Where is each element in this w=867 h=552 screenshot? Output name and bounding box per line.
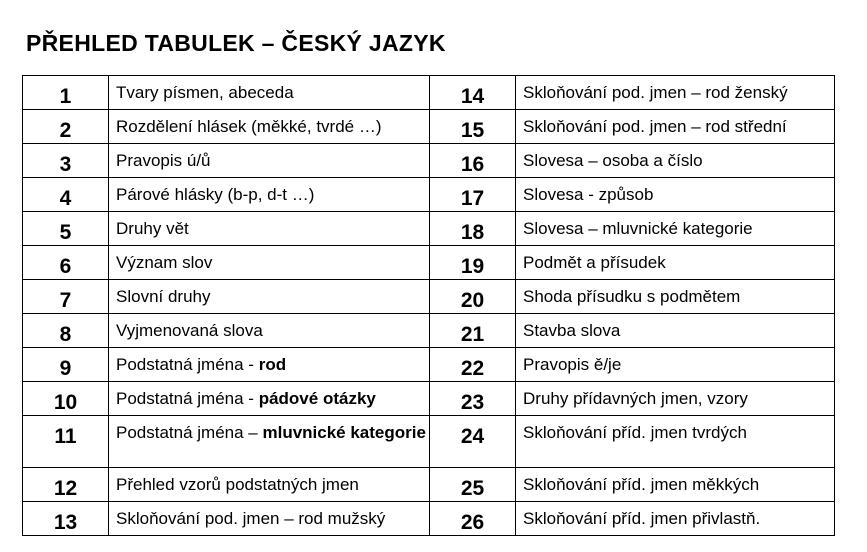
table-row [23,178,835,212]
table-number-right: 18 [430,212,516,246]
topic-bold-text: mluvnické kategorie [262,423,426,442]
table-topic-left [109,110,430,144]
topic-text: Pravopis ú/ů [116,151,211,170]
topic-text: Stavba slova [523,321,621,340]
topic-text: Podstatná jména – [116,423,263,442]
table-number-right: 23 [430,382,516,416]
topic-text: Pravopis ě/je [523,355,622,374]
table-topic-left [109,246,430,280]
topic-text: Podstatná jména - [116,389,259,408]
table-topic-right [516,212,835,246]
table-number-left: 8 [23,314,109,348]
topic-text: Slovesa – mluvnické kategorie [523,219,753,238]
table-row [23,246,835,280]
table-number-right: 22 [430,348,516,382]
table-topic-left [109,144,430,178]
table-topic-left [109,382,430,416]
table-number-right: 21 [430,314,516,348]
table-topic-left [109,348,430,382]
table-topic-right [516,110,835,144]
table-topic-left [109,502,430,536]
table-topic-right [516,314,835,348]
table-topic-left [109,178,430,212]
topic-text: Druhy přídavných jmen, vzory [523,389,748,408]
table-topic-right [516,178,835,212]
table-number-right: 19 [430,246,516,280]
table-number-right: 24 [430,416,516,468]
topic-text: Vyjmenovaná slova [116,321,263,340]
table-row [23,348,835,382]
table-row [23,468,835,502]
table-topic-left [109,280,430,314]
table-number-left: 7 [23,280,109,314]
table-number-left: 13 [23,502,109,536]
table-row [23,314,835,348]
table-topic-right [516,416,835,468]
table-number-left: 4 [23,178,109,212]
table-row [23,280,835,314]
table-topic-right [516,502,835,536]
table-number-right: 20 [430,280,516,314]
topic-text: Skloňování příd. jmen tvrdých [523,423,747,442]
table-topic-right [516,382,835,416]
table-number-left: 10 [23,382,109,416]
topic-text: Druhy vět [116,219,189,238]
table-number-left: 9 [23,348,109,382]
table-row [23,502,835,536]
table-number-right: 14 [430,76,516,110]
table-row [23,144,835,178]
table-number-right: 25 [430,468,516,502]
table-number-right: 16 [430,144,516,178]
table-topic-right [516,348,835,382]
table-topic-left [109,212,430,246]
topic-text: Slovesa - způsob [523,185,654,204]
topic-text: Skloňování příd. jmen měkkých [523,475,760,494]
topic-text: Podstatná jména - [116,355,259,374]
table-topic-right [516,246,835,280]
topic-text: Přehled vzorů podstatných jmen [116,475,359,494]
table-topic-right [516,76,835,110]
table-topic-left [109,468,430,502]
table-number-left: 12 [23,468,109,502]
table-topic-left [109,314,430,348]
table-row [23,416,835,468]
topic-text: Shoda přísudku s podmětem [523,287,741,306]
topic-text: Slovní druhy [116,287,211,306]
topic-text: Význam slov [116,253,213,272]
table-topic-left [109,416,430,468]
topic-bold-text: pádové otázky [258,389,376,408]
table-row [23,76,835,110]
topic-bold-text: rod [258,355,287,374]
table-row [23,110,835,144]
page-title: PŘEHLED TABULEK – ČESKÝ JAZYK [26,30,446,56]
topic-text: Skloňování pod. jmen – rod střední [523,117,787,136]
table-topic-right [516,280,835,314]
table-row [23,382,835,416]
table-body [23,76,835,536]
table-row [23,212,835,246]
table-number-left: 11 [23,416,109,468]
table-number-left: 3 [23,144,109,178]
table-number-right: 15 [430,110,516,144]
topic-text: Skloňování příd. jmen přivlastň. [523,509,761,528]
table-number-left: 2 [23,110,109,144]
topic-text: Podmět a přísudek [523,253,666,272]
topic-text: Skloňování pod. jmen – rod ženský [523,83,788,102]
table-number-right: 17 [430,178,516,212]
topic-text: Párové hlásky (b-p, d-t …) [116,185,315,204]
topic-text: Skloňování pod. jmen – rod mužský [116,509,386,528]
table-topic-right [516,144,835,178]
table-number-right: 26 [430,502,516,536]
topic-text: Slovesa – osoba a číslo [523,151,703,170]
table-number-left: 1 [23,76,109,110]
table-topic-left [109,76,430,110]
table-number-left: 6 [23,246,109,280]
topic-text: Rozdělení hlásek (měkké, tvrdé …) [116,117,382,136]
tables-overview-table [22,75,835,536]
topic-text: Tvary písmen, abeceda [116,83,294,102]
table-topic-right [516,468,835,502]
table-number-left: 5 [23,212,109,246]
